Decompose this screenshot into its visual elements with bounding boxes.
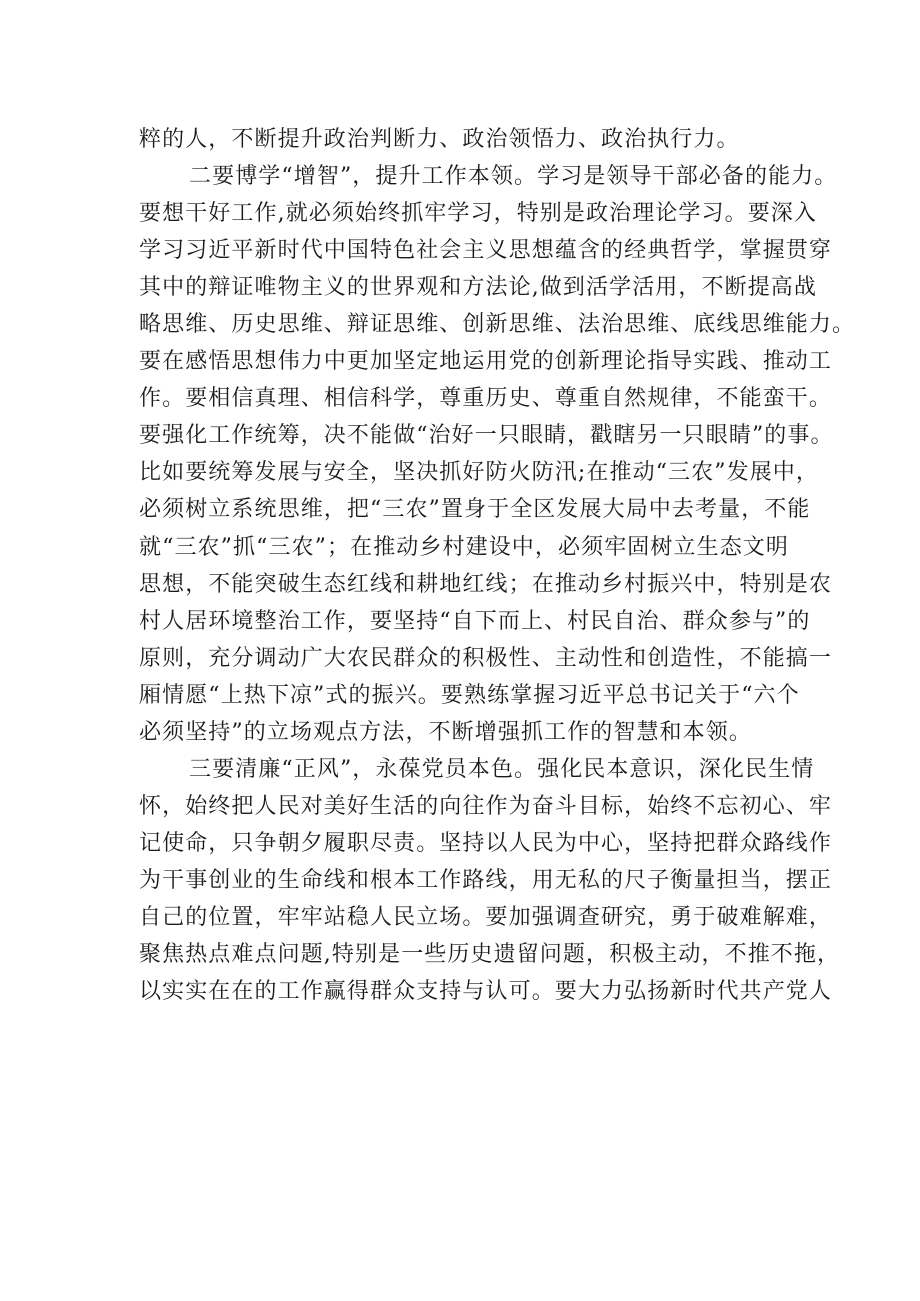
paragraph-zhengfeng [139, 751, 841, 1010]
text-line: 三要清廉“正风”，永葆党员本色。强化民本意识，深化民生情 [189, 756, 815, 782]
text-line: 自己的位置，牢牢站稳人民立场。要加强调查研究，勇于破难解难， [139, 904, 833, 930]
text-line: 为干事创业的生命线和根本工作路线，用无私的尺子衡量担当，摆正 [139, 867, 833, 893]
text-line: 怀，始终把人民对美好生活的向往作为奋斗目标，始终不忘初心、牢 [139, 793, 833, 819]
document-body [139, 121, 856, 1010]
text-line: 厢情愿“上热下凉”式的振兴。要熟练掌握习近平总书记关于“六个 [139, 682, 800, 708]
text-line: 必须树立系统思维，把“三农”置身于全区发展大局中去考量，不能 [139, 497, 811, 523]
text-line: 记使命，只争朝夕履职尽责。坚持以人民为中心，坚持把群众路线作 [139, 830, 833, 856]
text-line: 村人居环境整治工作，要坚持“自下而上、村民自治、群众参与”的 [139, 608, 811, 634]
text-line: 略思维、历史思维、辩证思维、创新思维、法治思维、底线思维能力。 [139, 312, 856, 338]
text-line: 其中的辩证唯物主义的世界观和方法论,做到活学活用，不断提高战 [139, 275, 817, 301]
text-line: 要在感悟思想伟力中更加坚定地运用党的创新理论指导实践、推动工 [139, 349, 833, 375]
text-line: 二要博学“增智”，提升工作本领。学习是领导干部必备的能力。 [189, 164, 838, 190]
paragraph-zengzhi [139, 158, 856, 751]
text-line: 要强化工作统筹，决不能做“治好一只眼睛，戳瞎另一只眼睛”的事。 [139, 423, 834, 449]
paragraph-continuation [139, 121, 799, 158]
text-line: 学习习近平新时代中国特色社会主义思想蕴含的经典哲学，掌握贯穿 [139, 238, 833, 264]
text-line: 粹的人，不断提升政治判断力、政治领悟力、政治执行力。 [139, 127, 740, 152]
text-line: 必须坚持”的立场观点方法，不断增强抓工作的智慧和本领。 [139, 719, 752, 745]
text-line: 聚焦热点难点问题,特别是一些历史遗留问题，积极主动，不推不拖， [139, 942, 841, 968]
text-line: 原则，充分调动广大农民群众的积极性、主动性和创造性，不能搞一 [139, 645, 833, 671]
text-line: 比如要统筹发展与安全，坚决抓好防火防汛;在推动“三农”发展中， [139, 460, 820, 486]
text-line: 思想，不能突破生态红线和耕地红线；在推动乡村振兴中，特别是农 [139, 571, 833, 597]
text-line: 以实实在在的工作赢得群众支持与认可。要大力弘扬新时代共产党人 [139, 979, 833, 1005]
text-line: 要想干好工作,就必须始终抓牢学习，特别是政治理论学习。要深入 [139, 201, 817, 227]
text-line: 就“三农”抓“三农”；在推动乡村建设中，必须牢固树立生态文明 [139, 534, 789, 560]
text-line: 作。要相信真理、相信科学，尊重历史、尊重自然规律，不能蛮干。 [139, 386, 833, 412]
